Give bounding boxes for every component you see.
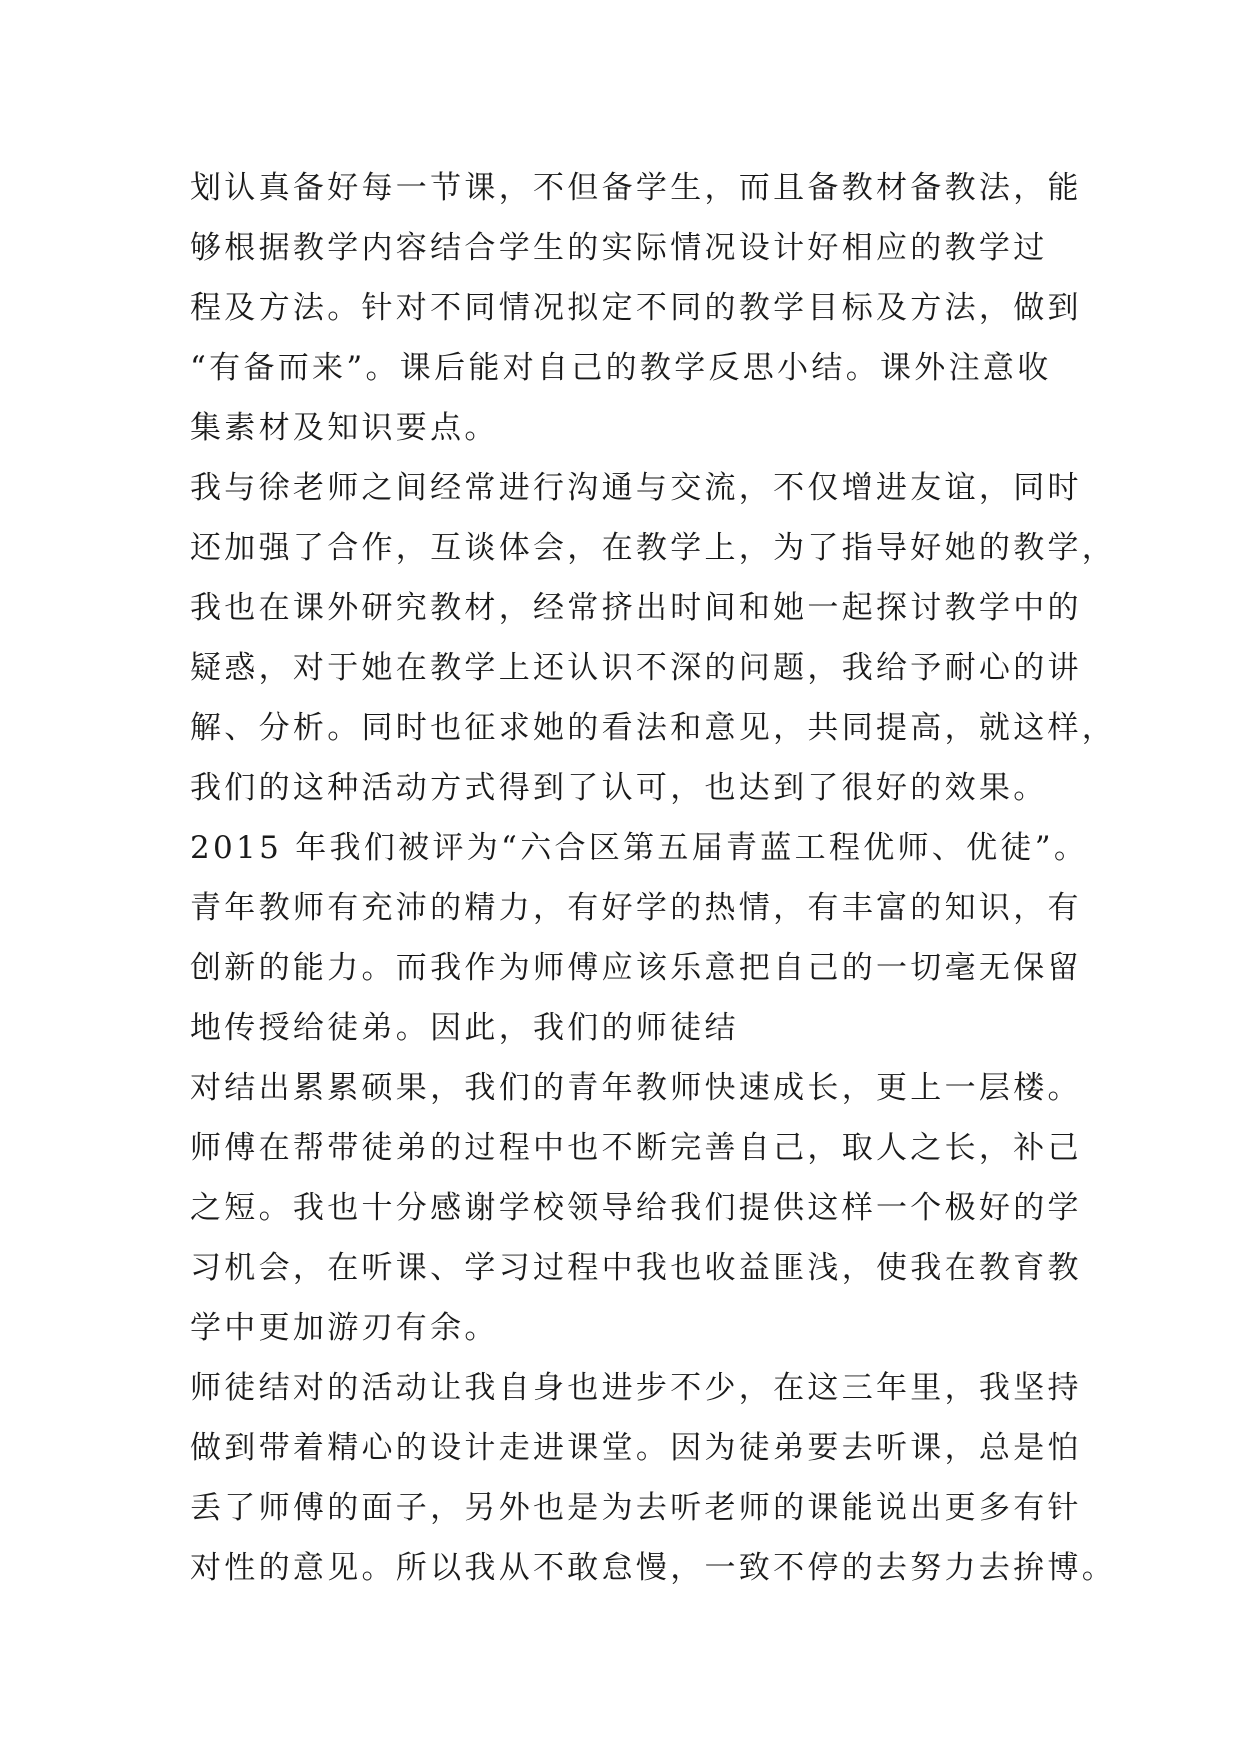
text-line: 对结出累累硕果，我们的青年教师快速成长，更上一层楼。 xyxy=(190,1070,1082,1106)
text-line: 做到带着精心的设计走进课堂。因为徒弟要去听课，总是怕 xyxy=(190,1430,1082,1466)
text-line: 集素材及知识要点。 xyxy=(190,410,499,446)
text-line: 够根据教学内容结合学生的实际情况设计好相应的教学过 xyxy=(190,230,1048,266)
text-line: 习机会，在听课、学习过程中我也收益匪浅，使我在教育教 xyxy=(190,1250,1082,1286)
text-line: 之短。我也十分感谢学校领导给我们提供这样一个极好的学 xyxy=(190,1190,1082,1226)
text-line: 我也在课外研究教材，经常挤出时间和她一起探讨教学中的 xyxy=(190,590,1082,626)
text-line: 解、分析。同时也征求她的看法和意见，共同提高，就这样， xyxy=(190,710,1117,746)
text-line: 划认真备好每一节课，不但备学生，而且备教材备教法，能 xyxy=(190,170,1082,206)
text-line: 学中更加游刃有余。 xyxy=(190,1310,499,1346)
text-line: 师傅在帮带徒弟的过程中也不断完善自己，取人之长，补己 xyxy=(190,1130,1082,1166)
text-line: “有备而来”。课后能对自己的教学反思小结。课外注意收 xyxy=(190,350,1052,386)
text-line: 程及方法。针对不同情况拟定不同的教学目标及方法，做到 xyxy=(190,290,1082,326)
text-line: 我们的这种活动方式得到了认可，也达到了很好的效果。 xyxy=(190,770,1048,806)
body-text xyxy=(190,158,1117,1598)
text-line: 青年教师有充沛的精力，有好学的热情，有丰富的知识，有 xyxy=(190,890,1082,926)
text-line: 地传授给徒弟。因此，我们的师徒结 xyxy=(190,1010,739,1046)
text-line: 创新的能力。而我作为师傅应该乐意把自己的一切毫无保留 xyxy=(190,950,1082,986)
text-line: 丢了师傅的面子，另外也是为去听老师的课能说出更多有针 xyxy=(190,1490,1082,1526)
text-line: 还加强了合作，互谈体会，在教学上，为了指导好她的教学， xyxy=(190,530,1117,566)
text-line: 2015 年我们被评为“六合区第五届青蓝工程优师、优徒”。 xyxy=(190,830,1089,866)
text-line: 我与徐老师之间经常进行沟通与交流，不仅增进友谊，同时 xyxy=(190,470,1082,506)
text-line: 师徒结对的活动让我自身也进步不少，在这三年里，我坚持 xyxy=(190,1370,1082,1406)
text-line: 对性的意见。所以我从不敢怠慢，一致不停的去努力去拚博。 xyxy=(190,1550,1117,1586)
text-line: 疑惑，对于她在教学上还认识不深的问题，我给予耐心的讲 xyxy=(190,650,1082,686)
